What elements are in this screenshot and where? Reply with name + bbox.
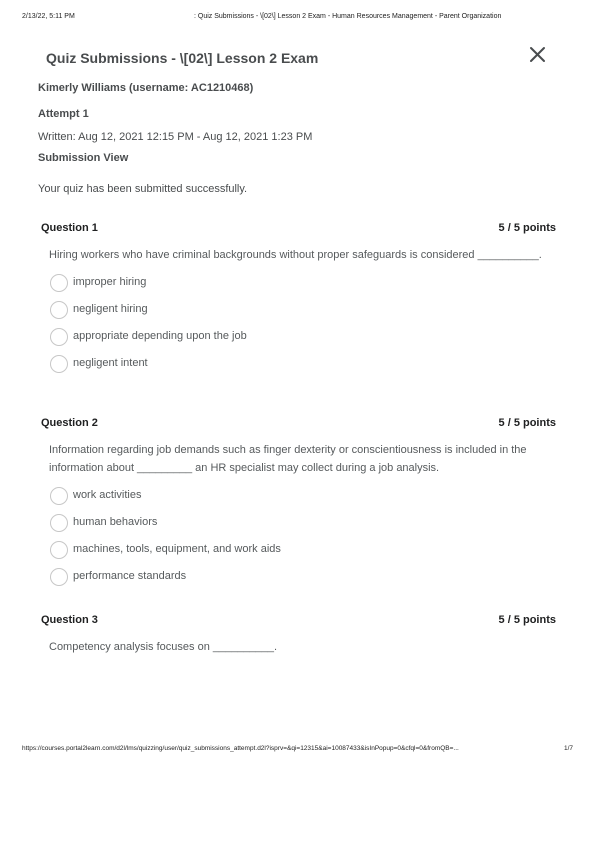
- answer-option-label: improper hiring: [73, 276, 147, 288]
- title-row: [38, 45, 558, 75]
- attempt-label: Attempt 1: [38, 108, 89, 120]
- radio-unselected-icon[interactable]: [50, 487, 68, 505]
- student-name: Kimerly Williams (username: AC1210468): [38, 82, 254, 94]
- close-x-icon: [528, 45, 548, 65]
- question-header: [41, 417, 556, 433]
- print-footer: [22, 745, 573, 757]
- close-button[interactable]: [528, 45, 548, 65]
- answer-option-label: machines, tools, equipment, and work aids: [73, 543, 281, 555]
- question-text: Hiring workers who have criminal backgrounds without proper safeguards is considered __________.: [49, 249, 542, 261]
- question-header: [41, 222, 556, 238]
- question-label: Question 1: [41, 222, 98, 234]
- question-1: [41, 222, 556, 382]
- answer-option-label: negligent hiring: [73, 303, 148, 315]
- question-text: Competency analysis focuses on __________.: [49, 641, 278, 653]
- answer-option: [41, 274, 556, 301]
- question-label: Question 3: [41, 614, 98, 626]
- submitted-message: Your quiz has been submitted successfully.: [38, 183, 248, 195]
- quiz-submission-panel: [38, 45, 558, 653]
- radio-unselected-icon[interactable]: [50, 514, 68, 532]
- answer-option: [41, 568, 556, 595]
- answer-option-label: appropriate depending upon the job: [73, 330, 247, 342]
- answer-option-label: work activities: [73, 489, 142, 501]
- answer-option: [41, 487, 556, 514]
- page-number: 1/7: [563, 745, 573, 752]
- answer-option-label: negligent intent: [73, 357, 148, 369]
- radio-unselected-icon[interactable]: [50, 274, 68, 292]
- print-datetime: 2/13/22, 5:11 PM: [22, 13, 75, 20]
- question-label: Question 2: [41, 417, 98, 429]
- radio-unselected-icon[interactable]: [50, 301, 68, 319]
- print-page-title: : Quiz Submissions - \[02\] Lesson 2 Exam - Human Resources Management - Parent Organization: [194, 13, 502, 20]
- question-points: 5 / 5 points: [498, 417, 556, 429]
- radio-unselected-icon[interactable]: [50, 568, 68, 586]
- page-title: Quiz Submissions - \[02\] Lesson 2 Exam: [46, 50, 319, 66]
- answer-option: [41, 514, 556, 541]
- answer-option: [41, 355, 556, 382]
- radio-unselected-icon[interactable]: [50, 541, 68, 559]
- question-points: 5 / 5 points: [498, 222, 556, 234]
- question-3: [41, 614, 556, 656]
- radio-unselected-icon[interactable]: [50, 328, 68, 346]
- print-header: [22, 13, 573, 25]
- submission-view-heading: Submission View: [38, 152, 129, 164]
- question-text: Information regarding job demands such as finger dexterity or conscientiousness is included in the information about _________ an HR specialist may collect during a job analysis.: [49, 444, 527, 474]
- answer-option: [41, 301, 556, 328]
- written-timestamp: Written: Aug 12, 2021 12:15 PM - Aug 12, 2021 1:23 PM: [38, 131, 313, 143]
- answer-option-label: human behaviors: [73, 516, 158, 528]
- radio-unselected-icon[interactable]: [50, 355, 68, 373]
- answer-options: [41, 487, 556, 595]
- question-header: [41, 614, 556, 630]
- answer-options: [41, 274, 556, 382]
- answer-option: [41, 328, 556, 355]
- answer-option: [41, 541, 556, 568]
- question-2: [41, 417, 556, 595]
- print-url: https://courses.portal2learn.com/d2l/lms/quizzing/user/quiz_submissions_attempt.d2l?isprv=&qi=12315&ai=10087433&isInPopup=0&cfql=0&fromQB=...: [22, 745, 459, 752]
- answer-option-label: performance standards: [73, 570, 187, 582]
- question-points: 5 / 5 points: [498, 614, 556, 626]
